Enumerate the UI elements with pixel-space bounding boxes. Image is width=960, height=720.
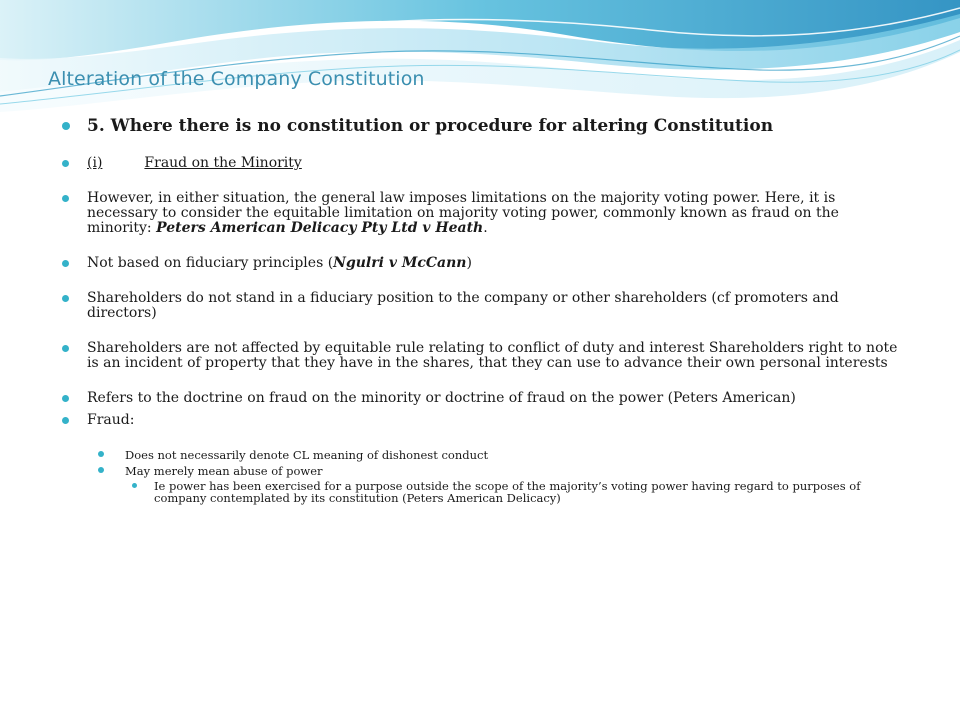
bullet-fiduciary — [62, 256, 902, 271]
fraud-subpoint: Ie power has been exercised for a purpose outside the scope of the majority’s voting power having regard to purposes of company contemplated by its constitution (Peters American Delicacy) — [132, 480, 902, 504]
header-wave-decoration — [0, 0, 960, 130]
bullet-fiduciary-text: Not based on fiduciary principles ( — [87, 255, 334, 271]
case-ngulri: Ngulri v McCann — [333, 255, 467, 271]
bullet-equitable-rule: Shareholders are not affected by equitable rule relating to conflict of duty and interest Shareholders right to note is an incident of property that they have in the shares, that they can use to advance their own personal interests — [62, 341, 902, 371]
bullet-general-law-end: . — [483, 220, 488, 236]
bullet-general-law — [62, 191, 902, 236]
bullet-general-law-text: However, in either situation, the general law imposes limitations on the majority voting power. Here, it is necessary to consider the equitable limitation on majority voting power, commonly known as fraud on the minority: — [87, 190, 839, 236]
case-peters-american: Peters American Delicacy Pty Ltd v Heath — [156, 220, 484, 236]
subheading-label: Fraud on the Minority — [144, 155, 302, 171]
subheading-number: (i) — [87, 155, 103, 171]
bullet-fiduciary-end: ) — [466, 255, 472, 271]
slide-content — [62, 116, 902, 504]
slide-title: Alteration of the Company Constitution — [48, 68, 425, 90]
bullet-shareholders-position: Shareholders do not stand in a fiduciary position to the company or other shareholders (cf promoters and directors) — [62, 291, 902, 321]
fraud-point: Does not necessarily denote CL meaning of dishonest conduct — [98, 448, 902, 462]
bullet-doctrine: Refers to the doctrine on fraud on the minority or doctrine of fraud on the power (Peters American) — [62, 391, 902, 406]
main-heading: 5. Where there is no constitution or procedure for altering Constitution — [62, 116, 902, 136]
bullet-fraud-label: Fraud: — [62, 413, 902, 428]
fraud-point: May merely mean abuse of power — [98, 464, 902, 478]
subheading-fraud-on-minority — [62, 156, 902, 171]
